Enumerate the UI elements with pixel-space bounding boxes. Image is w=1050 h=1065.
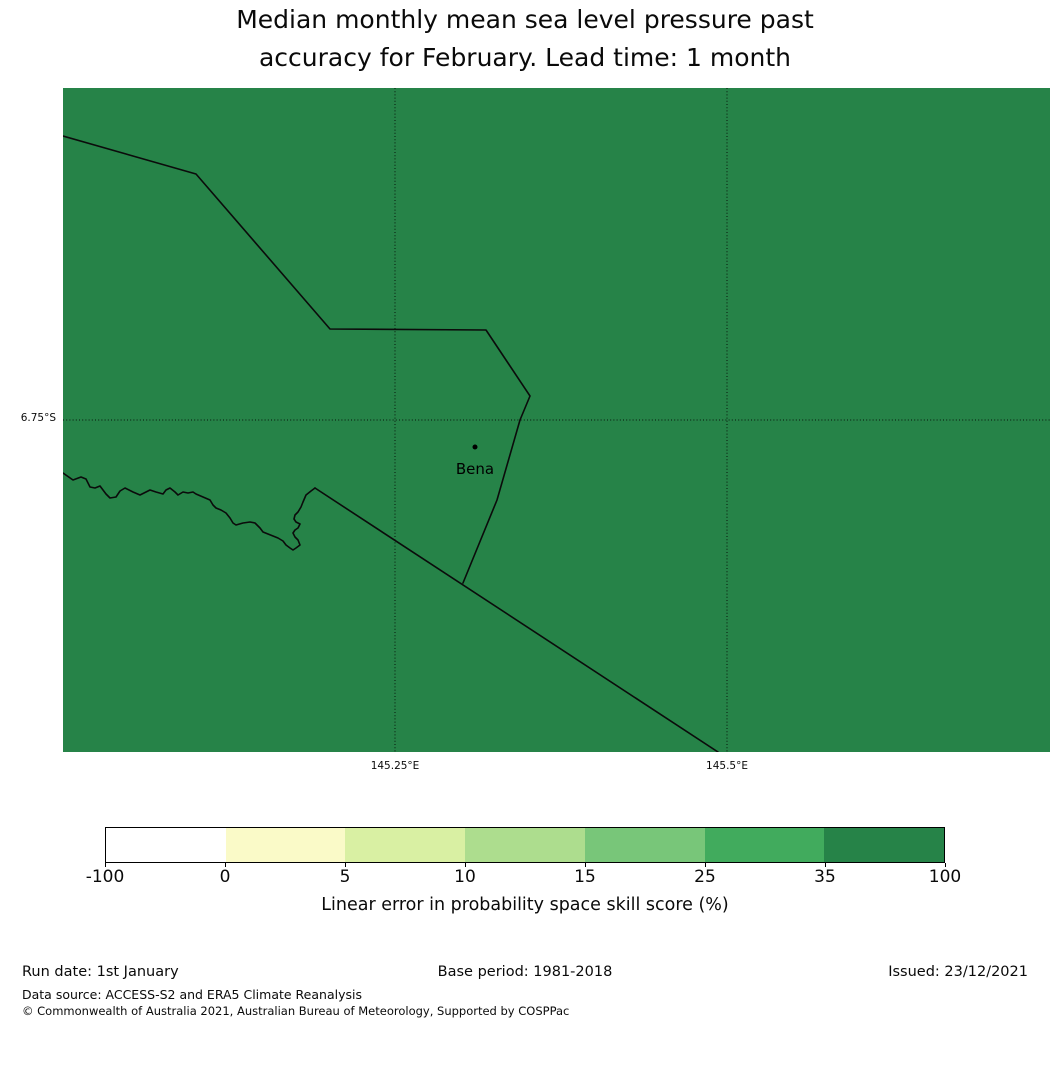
river-line (63, 473, 315, 550)
run-date-text: Run date: 1st January (22, 964, 179, 980)
colorbar-tick-label: 15 (574, 867, 596, 887)
figure-title (0, 1, 1050, 76)
colorbar (105, 827, 945, 863)
colorbar-tick-label: 0 (219, 867, 231, 887)
colorbar-segment (705, 828, 825, 862)
district-boundary-line (63, 136, 530, 583)
map-canvas (63, 88, 1050, 752)
map-panel (63, 88, 1050, 752)
colorbar-segment (226, 828, 346, 862)
place-marker-label: Bena (455, 460, 495, 478)
place-marker-dot (473, 445, 478, 450)
title-line-1: Median monthly mean sea level pressure past (236, 5, 814, 34)
base-period-text: Base period: 1981-2018 (437, 964, 613, 980)
title-line-2: accuracy for February. Lead time: 1 month (258, 42, 792, 72)
issued-date-text: Issued: 23/12/2021 (888, 964, 1028, 980)
colorbar-segment (106, 828, 226, 862)
colorbar-segment (824, 828, 944, 862)
colorbar-tick-label: 25 (694, 867, 716, 887)
copyright-text: © Commonwealth of Australia 2021, Australian Bureau of Meteorology, Supported by COSPPac (22, 1004, 570, 1018)
colorbar-tick-label: 100 (928, 867, 962, 887)
colorbar-tick-label: 10 (454, 867, 476, 887)
colorbar-ticks (85, 863, 962, 891)
colorbar-tick-label: 35 (814, 867, 836, 887)
colorbar-segment (465, 828, 585, 862)
latitude-tick-label: 6.75°S (20, 412, 56, 424)
longitude-tick-label-1: 145.25°E (370, 760, 420, 772)
colorbar-segment (585, 828, 705, 862)
colorbar-label: Linear error in probability space skill score (%) (321, 895, 729, 915)
colorbar-segment (345, 828, 465, 862)
colorbar-tick-label: 5 (339, 867, 351, 887)
longitude-tick-label-2: 145.5°E (706, 760, 748, 772)
diagonal-boundary-line (315, 488, 718, 752)
colorbar-tick-label: -100 (85, 867, 125, 887)
data-source-text: Data source: ACCESS-S2 and ERA5 Climate Reanalysis (22, 987, 362, 1002)
